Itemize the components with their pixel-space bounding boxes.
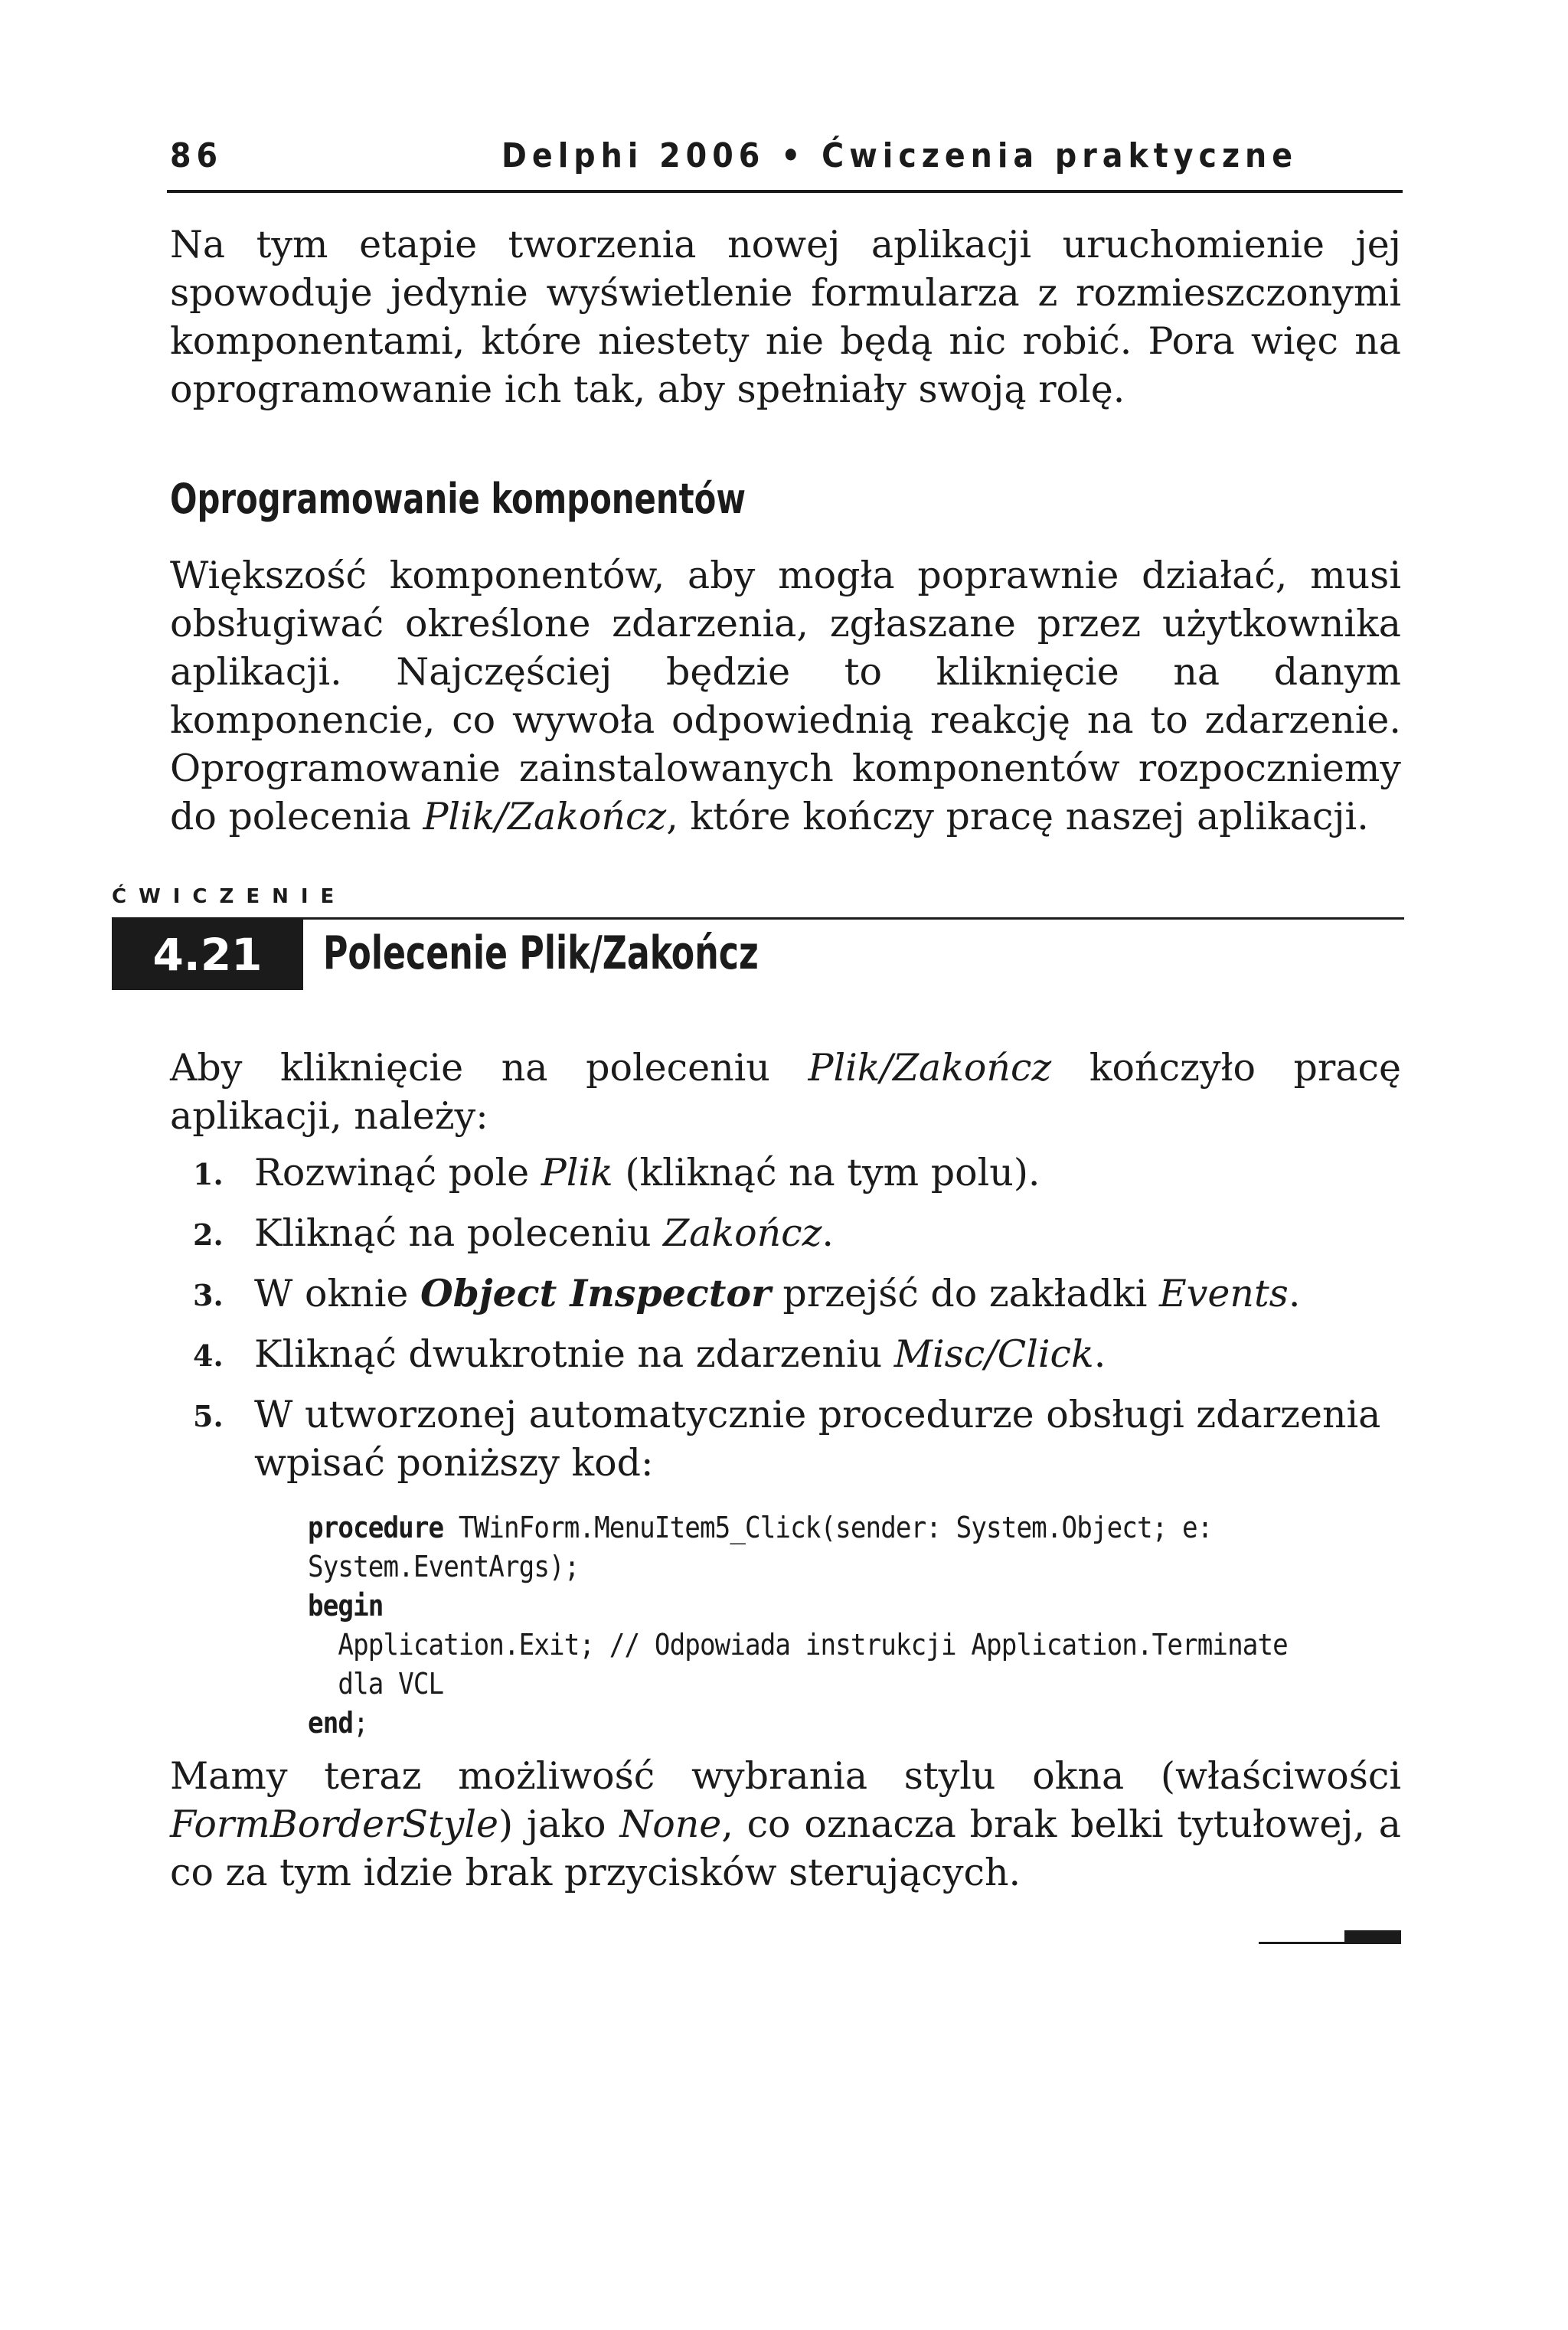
step-bold-italic: Object Inspector bbox=[420, 1271, 771, 1315]
closing-end: , co oznacza brak belki tytułowej, a co za tym idzie brak przycisków sterujących. bbox=[170, 1802, 1401, 1894]
section-heading: Oprogramowanie komponentów bbox=[170, 475, 746, 523]
step-text: W oknie bbox=[254, 1272, 420, 1315]
step-text-end: . bbox=[1288, 1272, 1301, 1315]
list-item bbox=[193, 1390, 1403, 1487]
step-text-end: . bbox=[822, 1211, 834, 1255]
intro-paragraph: Na tym etapie tworzenia nowej aplikacji uruchomienie jej spowoduje jedynie wyświetlenie formularza z rozmieszczonymi komponentami, które niestety nie będą nic robić. Pora więc na oprogramowanie ich tak, aby spełniały swoją rolę. bbox=[170, 223, 1401, 411]
list-item bbox=[193, 1330, 1403, 1378]
step-number: 4. bbox=[193, 1338, 224, 1373]
closing-paragraph bbox=[170, 1752, 1401, 1897]
code-line: TWinForm.MenuItem5_Click(sender: System.Object; e: bbox=[443, 1511, 1213, 1544]
exercise-intro bbox=[170, 1044, 1401, 1140]
step-italic: Events bbox=[1158, 1272, 1289, 1315]
code-line: Application.Exit; // Odpowiada instrukcji Application.Terminate bbox=[308, 1628, 1288, 1662]
section-paragraph-italic: Plik/Zakończ bbox=[423, 795, 667, 838]
header-rule bbox=[167, 190, 1403, 193]
exercise-number-box bbox=[112, 920, 303, 990]
step-italic: Zakończ bbox=[663, 1211, 822, 1255]
step-italic: Plik bbox=[541, 1151, 613, 1194]
code-keyword: procedure bbox=[308, 1511, 444, 1544]
step-number: 1. bbox=[193, 1157, 224, 1191]
list-item bbox=[193, 1209, 1403, 1257]
exercise-end-rule bbox=[1259, 1942, 1344, 1944]
exercise-rule bbox=[112, 917, 1404, 920]
exercise-intro-italic: Plik/Zakończ bbox=[808, 1046, 1052, 1090]
step-text: Kliknąć na poleceniu bbox=[254, 1211, 664, 1255]
exercise-label: ĆWICZENIE bbox=[112, 885, 347, 908]
step-text: W utworzonej automatycznie procedurze obsługi zdarzenia wpisać poniższy kod: bbox=[254, 1393, 1381, 1485]
exercise-title: Polecenie Plik/Zakończ bbox=[323, 926, 759, 980]
exercise-end-marker bbox=[1344, 1930, 1401, 1944]
exercise-number: 4.21 bbox=[152, 929, 263, 981]
list-item bbox=[193, 1270, 1403, 1318]
step-text: Rozwinąć pole bbox=[254, 1151, 541, 1194]
code-keyword: begin bbox=[308, 1589, 384, 1623]
closing-italic-2: None bbox=[619, 1802, 722, 1846]
code-line: dla VCL bbox=[308, 1667, 444, 1701]
step-number: 3. bbox=[193, 1278, 224, 1312]
closing-italic-1: FormBorderStyle bbox=[170, 1802, 499, 1846]
step-text-end: . bbox=[1093, 1332, 1106, 1376]
page-number: 86 bbox=[170, 136, 224, 175]
steps-list bbox=[193, 1149, 1403, 1499]
exercise-intro-end: kończyło pracę aplikacji, należy: bbox=[170, 1046, 1401, 1138]
step-italic: Misc/Click bbox=[893, 1332, 1094, 1376]
step-text-end: (kliknąć na tym polu). bbox=[612, 1151, 1040, 1194]
section-paragraph bbox=[170, 551, 1401, 841]
code-line: System.EventArgs); bbox=[308, 1550, 580, 1583]
code-keyword: end bbox=[308, 1706, 354, 1740]
exercise-intro-start: Aby kliknięcie na poleceniu bbox=[170, 1046, 808, 1090]
step-text-mid: przejść do zakładki bbox=[770, 1272, 1159, 1315]
section-paragraph-end: , które kończy pracę naszej aplikacji. bbox=[666, 795, 1369, 838]
list-item bbox=[193, 1149, 1403, 1197]
code-block bbox=[308, 1508, 1288, 1743]
step-number: 2. bbox=[193, 1217, 224, 1252]
running-title: Delphi 2006 • Ćwiczenia praktyczne bbox=[501, 136, 1298, 175]
closing-mid: ) jako bbox=[498, 1802, 620, 1846]
closing-start: Mamy teraz możliwość wybrania stylu okna (właściwości bbox=[170, 1754, 1401, 1798]
code-line: ; bbox=[353, 1706, 368, 1740]
section-paragraph-start: Większość komponentów, aby mogła poprawnie działać, musi obsługiwać określone zdarzenia, zgłaszane przez użytkownika aplikacji. Najczęściej będzie to kliknięcie na danym komponencie, co wywoła odpowiednią reakcję na to zdarzenie. Oprogramowanie zainstalowanych komponentów rozpoczniemy do polecenia bbox=[170, 554, 1401, 838]
step-number: 5. bbox=[193, 1399, 224, 1433]
step-text: Kliknąć dwukrotnie na zdarzeniu bbox=[254, 1332, 894, 1376]
